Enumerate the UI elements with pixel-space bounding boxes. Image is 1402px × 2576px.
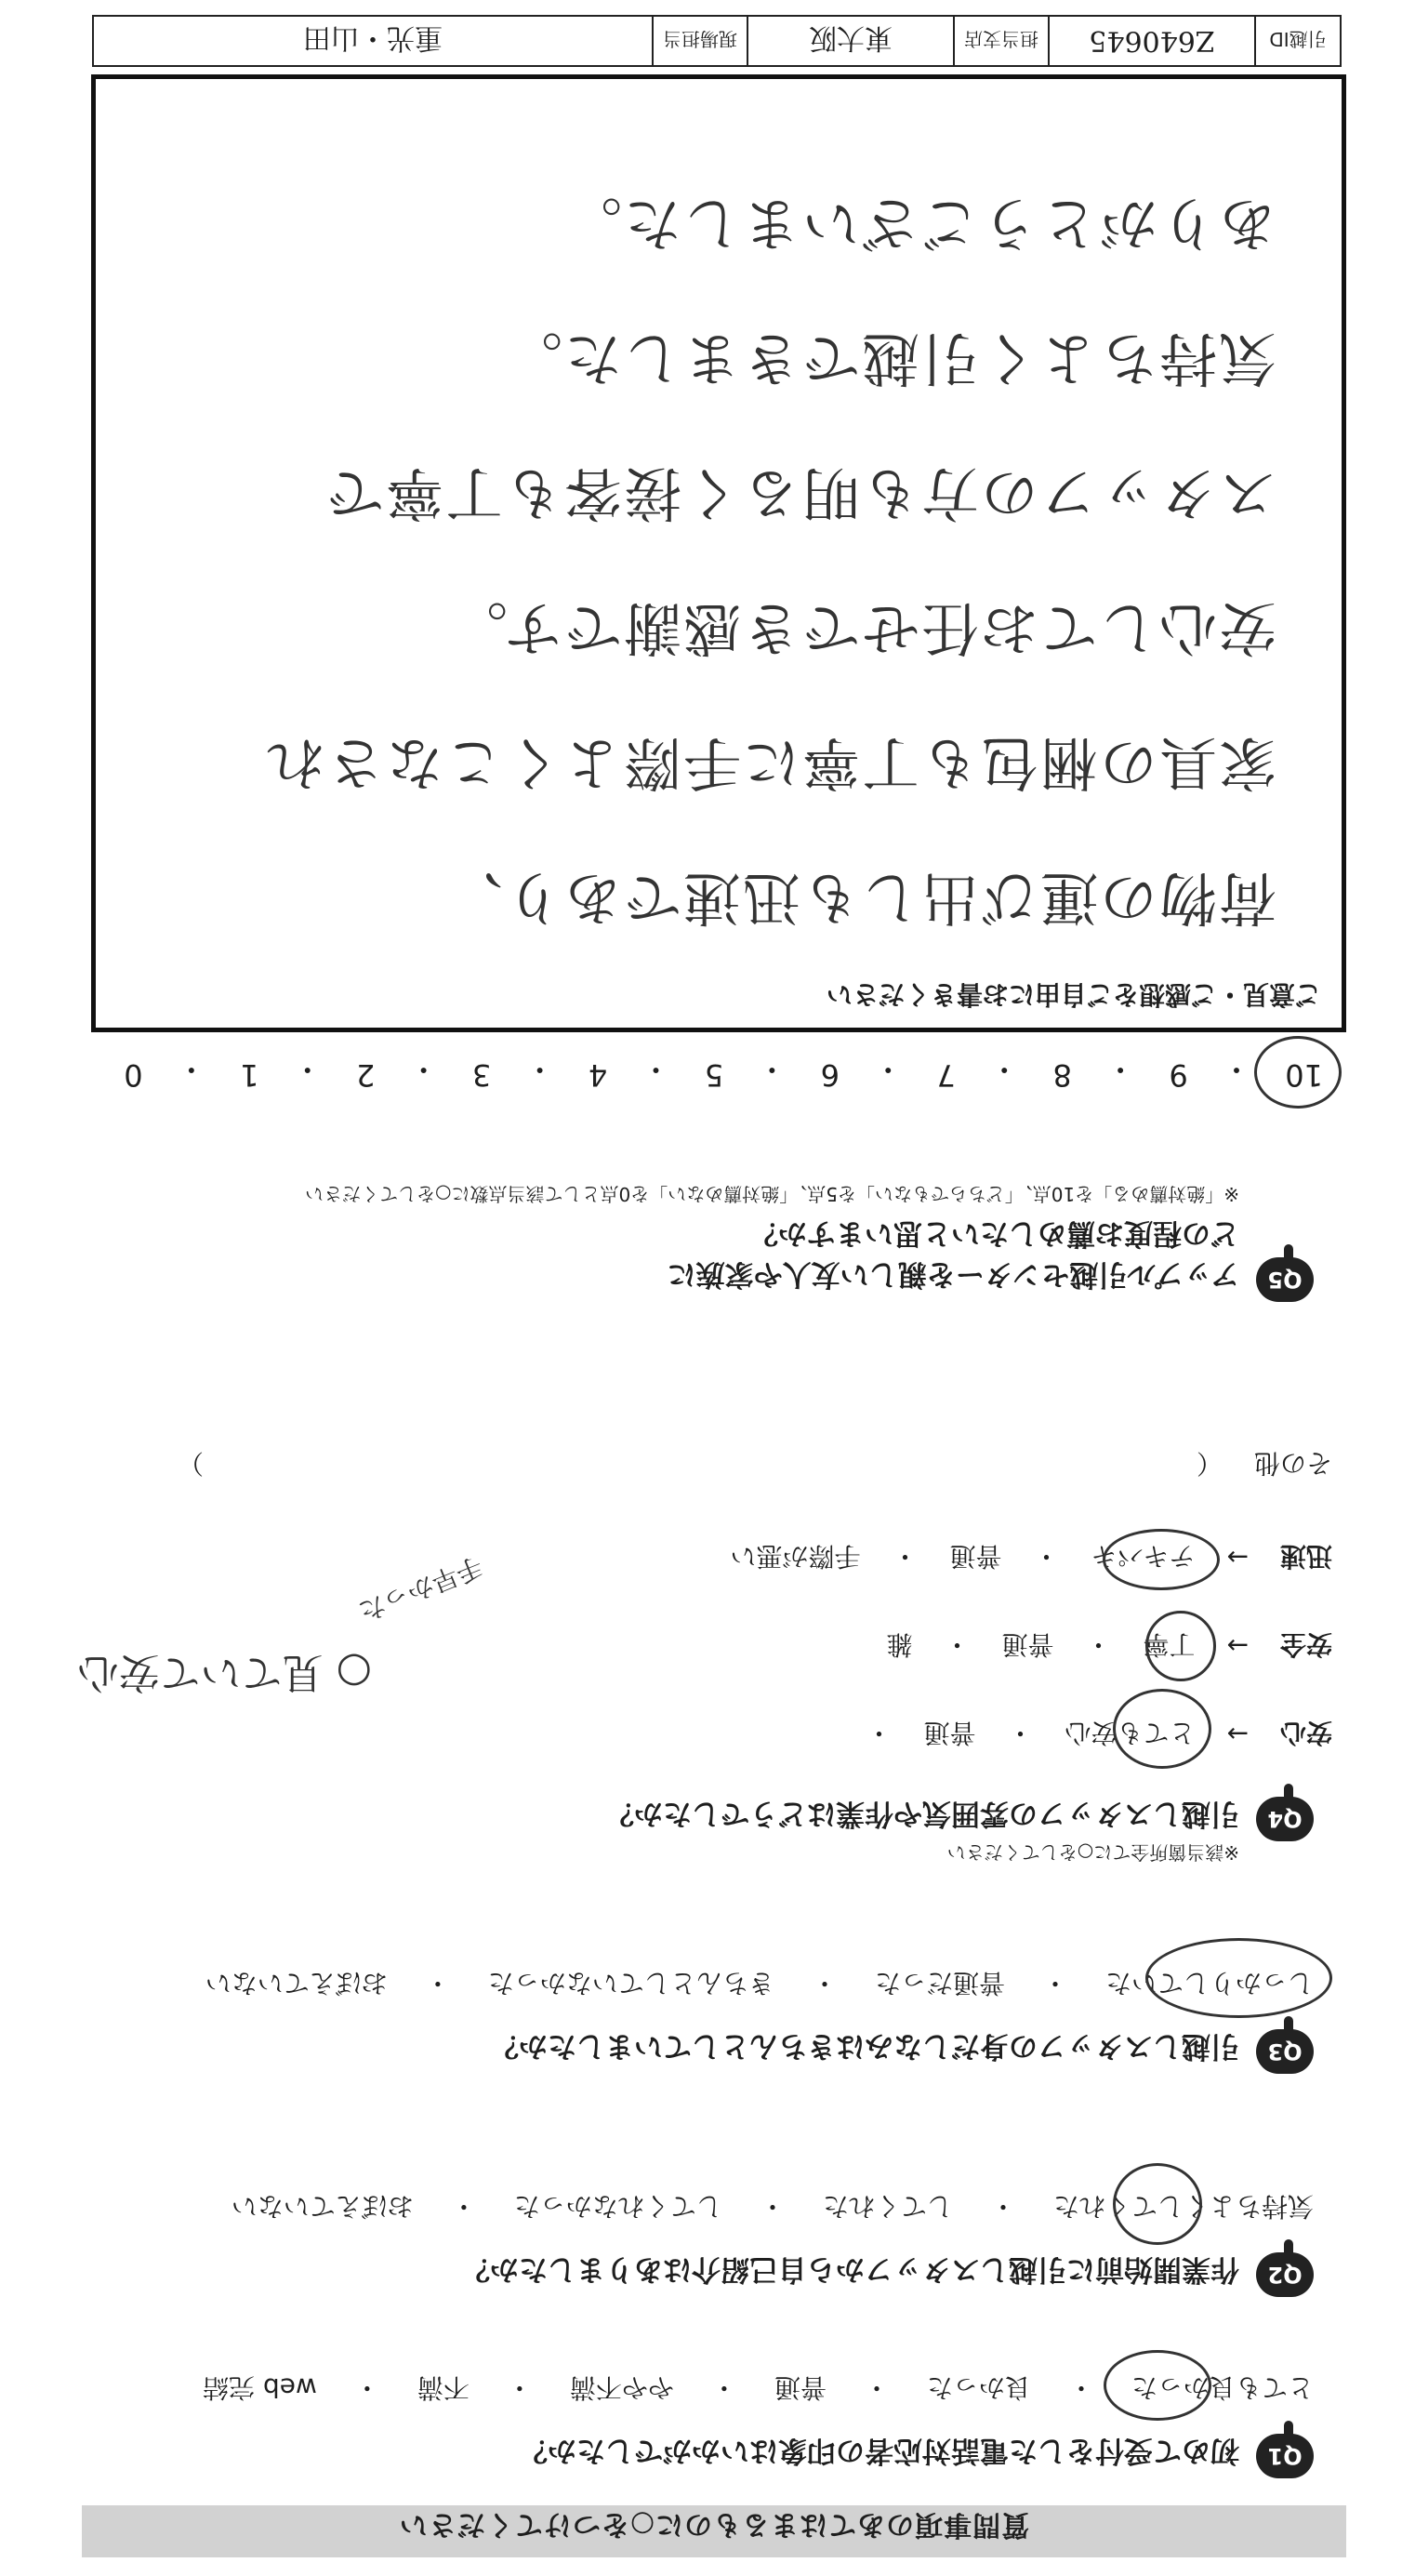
q1-text: 初めて受付をした電話対応者の印象はいかがでしたか？: [519, 2434, 1239, 2467]
q4-other-label: その他: [1253, 1448, 1332, 1479]
comment-line: 荷物の運び出しも迅速であり、: [443, 864, 1276, 932]
scale-option[interactable]: 7: [936, 1057, 956, 1093]
question-3: [40, 1934, 1314, 2074]
q5-badge: Q5: [1256, 1257, 1314, 1302]
comment-line: 安心してお任せでき感謝です。: [447, 594, 1276, 662]
comment-box-title: ご意見・ご感想をご自由にお書きください: [826, 979, 1321, 1010]
comment-line: ありがとうございました。: [562, 190, 1276, 258]
q2-option[interactable]: してくれた: [822, 2191, 953, 2222]
id-value: Z640645: [1048, 17, 1254, 65]
q3-options: しっかりしていた ・ 普通だった ・ きちんとしていなかった ・ おぼえていない: [205, 1966, 1314, 2003]
q1-option[interactable]: とても良かった: [1131, 2372, 1314, 2403]
comment-line: 気持ちよく引越できました。: [502, 325, 1276, 392]
comment-box[interactable]: [91, 74, 1346, 1032]
q3-option[interactable]: おぼえていない: [205, 1968, 388, 1998]
q4-option[interactable]: とても安心: [1065, 1718, 1196, 1748]
q1-option[interactable]: web 完結: [203, 2372, 317, 2403]
q2-option[interactable]: してくれなかった: [513, 2191, 722, 2222]
q4-row-jinsoku: 迅速 → テキパキ ・ 普通 ・ 手際が悪い: [730, 1539, 1332, 1576]
arrow-icon: →: [1226, 1630, 1249, 1662]
comment-line: 家具の梱包も丁寧に手際よくこなされ: [264, 729, 1276, 797]
scale-option[interactable]: 3: [471, 1057, 492, 1093]
q1-option[interactable]: 不満: [417, 2372, 470, 2403]
q5-instruction: ※「絶対薦める」を10点、「どちらでもない」を5点、「絶対薦めない」を0点として該当点数に○をしてください: [305, 1183, 1239, 1205]
q3-badge: Q3: [1256, 2029, 1314, 2074]
q4-option[interactable]: 普通: [923, 1718, 976, 1748]
scale-option[interactable]: 2: [356, 1057, 376, 1093]
q1-options: とても良かった ・ 良かった ・ 普通 ・ やや不満 ・ 不満 ・ web 完結: [203, 2370, 1314, 2408]
q4-text: 引越しスタッフの雰囲気や作業はどうでしたか？: [605, 1797, 1239, 1830]
instruction-band: [82, 2505, 1346, 2557]
q4-option[interactable]: 雑: [886, 1629, 913, 1660]
q5-scale: 10 ・ 9 ・ 8 ・ 7 ・ 6 ・ 5 ・ 4 ・ 3 ・ 2 ・ 1 ・ 0: [124, 1052, 1323, 1093]
scale-option[interactable]: 9: [1169, 1057, 1188, 1093]
q1-option[interactable]: 普通: [774, 2372, 827, 2403]
q3-text: 引越しスタッフの身だしなみはきちんとしていましたか？: [490, 2029, 1239, 2063]
comment-line: スタッフの方も明るく接客も丁寧で: [324, 459, 1276, 527]
question-5: [40, 1135, 1314, 1302]
branch-value: 東大阪: [747, 17, 953, 65]
instruction-text: 質問事項のあてはまるものに○をつけてください: [398, 2508, 1030, 2541]
q3-option[interactable]: しっかりしていた: [1104, 1968, 1314, 1998]
q2-options: 気持ちよくしてくれた ・ してくれた ・ してくれなかった ・ おぼえていない: [231, 2189, 1314, 2226]
footer-info-table: [92, 15, 1342, 67]
q5-text-line1: アップル引越センターを親しい友人や家族に: [667, 1257, 1239, 1291]
scale-option[interactable]: 10: [1285, 1057, 1323, 1093]
scale-option[interactable]: 4: [588, 1057, 608, 1093]
question-1: [40, 2339, 1314, 2478]
scale-option[interactable]: 6: [820, 1057, 840, 1093]
q3-option[interactable]: きちんとしていなかった: [487, 1968, 774, 1998]
q4-other-paren-close: ）: [177, 1448, 204, 1479]
id-label: 引越ID: [1254, 17, 1340, 65]
q4-other-paren-open: （: [1196, 1448, 1223, 1479]
q3-option[interactable]: 普通だった: [874, 1968, 1005, 1998]
q4-other: [77, 1446, 1332, 1483]
q4-badge: Q4: [1256, 1797, 1314, 1841]
q4-anzen-handwritten-note: 手早かった: [354, 1550, 487, 1628]
q4-row-label: 安心: [1279, 1718, 1332, 1748]
q1-option[interactable]: やや不満: [569, 2372, 674, 2403]
arrow-icon: →: [1226, 1542, 1249, 1573]
q4-option[interactable]: テキパキ: [1091, 1541, 1196, 1572]
q4-option[interactable]: 丁寧: [1143, 1629, 1196, 1660]
q4-anshin-handwritten-note: ○ 見ていて安心: [77, 1649, 372, 1696]
staff-value: 重光・山田: [303, 21, 443, 54]
q4-row-label: 安全: [1279, 1629, 1332, 1660]
branch-label: 担当支店: [953, 17, 1048, 65]
q2-badge: Q2: [1256, 2252, 1314, 2297]
q4-option[interactable]: 手際が悪い: [730, 1541, 861, 1572]
q4-row-label: 迅速: [1279, 1541, 1332, 1572]
q2-option[interactable]: おぼえていない: [231, 2191, 414, 2222]
q1-badge: Q1: [1256, 2434, 1314, 2478]
q2-option[interactable]: 気持ちよくしてくれた: [1052, 2191, 1314, 2222]
q2-text: 作業開始前に引越しスタッフから自己紹介はありましたか？: [461, 2252, 1239, 2286]
scale-option[interactable]: 1: [240, 1057, 259, 1093]
arrow-icon: →: [1226, 1719, 1249, 1750]
q4-option[interactable]: 普通: [1001, 1629, 1054, 1660]
q4-row-anzen: 安全 → 丁寧 ・ 普通 ・ 雑: [886, 1627, 1332, 1665]
question-2: [40, 2158, 1314, 2297]
q1-option[interactable]: 良かった: [926, 2372, 1031, 2403]
scale-option[interactable]: 5: [704, 1057, 724, 1093]
q4-option[interactable]: 普通: [949, 1541, 1002, 1572]
q4-instruction: ※該当箇所全てに○をしてください: [946, 1841, 1239, 1864]
staff-label: 現場担当: [652, 17, 747, 65]
q5-text-line2: どの程度お薦めしたいと思いますか？: [749, 1216, 1239, 1250]
scale-option[interactable]: 0: [124, 1057, 143, 1093]
q4-row-anshin: 安心 → とても安心 ・ 普通 ・: [866, 1716, 1332, 1753]
scale-option[interactable]: 8: [1052, 1057, 1072, 1093]
